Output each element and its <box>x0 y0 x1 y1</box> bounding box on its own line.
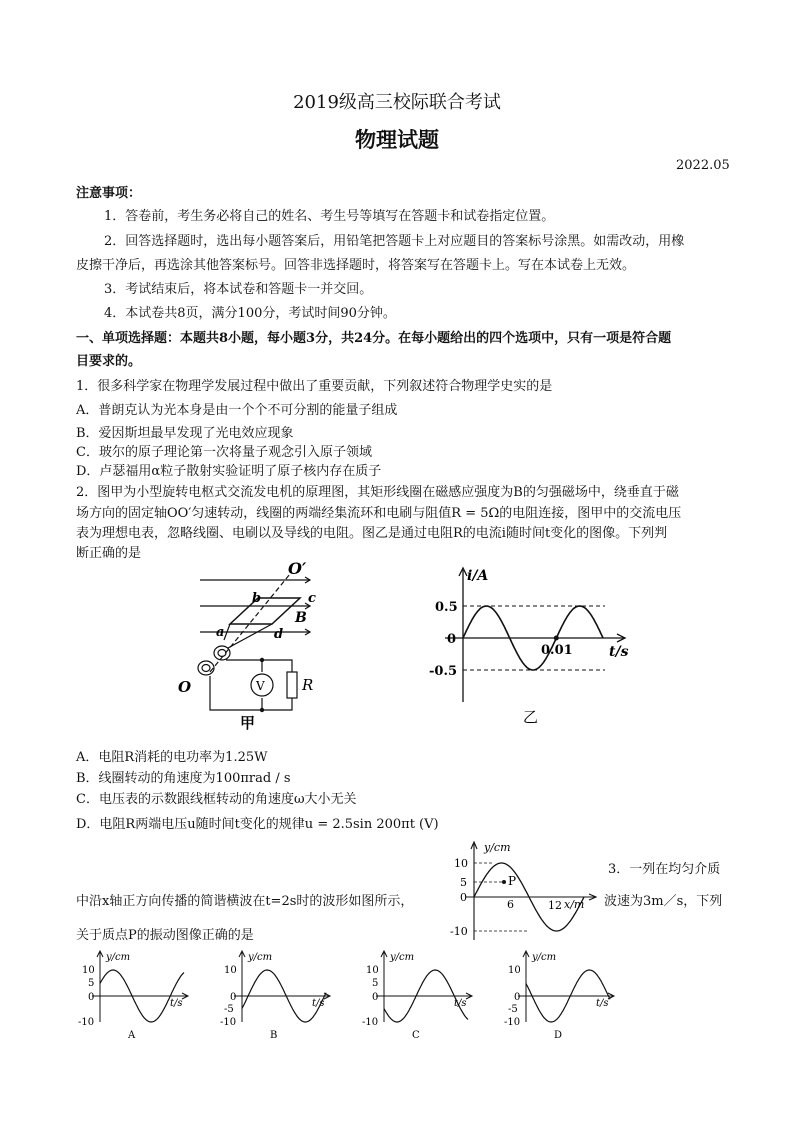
q3-number: 3．一列在均匀介质 <box>608 862 721 877</box>
resistor <box>287 672 297 698</box>
notice-item-1: 1．答卷前，考生务必将自己的姓名、考生号等填写在答题卡和试卷指定位置。 <box>104 209 555 224</box>
point-p <box>502 880 506 884</box>
wave-tick-neg10: -10 <box>450 925 468 938</box>
choice-c-label: C <box>412 1030 420 1041</box>
choice-d-ytick: 10 <box>508 965 521 976</box>
generator-diagram <box>170 560 320 730</box>
choice-a-ytick: -10 <box>78 1017 95 1028</box>
notice-item-3: 3．考试结束后，将本试卷和答题卡一并交回。 <box>104 282 373 297</box>
subject-title: 物理试题 <box>355 127 439 152</box>
label-d: d <box>274 627 284 642</box>
coil-lead <box>228 624 272 648</box>
coil <box>230 598 300 624</box>
choice-d-label: D <box>554 1030 563 1041</box>
choice-b-ytick: -5 <box>224 1004 234 1015</box>
choice-c-ylabel: y/cm <box>390 952 415 963</box>
choice-a-ytick: 0 <box>88 992 95 1003</box>
q3-choices <box>70 948 750 1044</box>
section1-heading: 一、单项选择题：本题共8小题，每小题3分，共24分。在每小题给出的四个选项中，只有一项是符合题 <box>76 331 672 346</box>
choice-c-ytick: 10 <box>366 965 379 976</box>
q2-stem-4: 断正确的是 <box>76 546 142 561</box>
wave-tick-6: 6 <box>507 898 514 911</box>
q2-option-c: C．电压表的示数跟线框转动的角速度ω大小无关 <box>76 792 357 807</box>
rotation-axis <box>210 574 290 672</box>
slip-ring-inner <box>202 665 210 672</box>
label-c: c <box>308 591 316 606</box>
choice-graph-a <box>78 951 188 1041</box>
choice-b-xlabel: t/s <box>312 998 325 1009</box>
zero-crossing-point <box>554 636 559 641</box>
label-r: R <box>302 676 314 694</box>
choice-a-ylabel: y/cm <box>106 952 131 963</box>
y-tick-zero: 0 <box>447 632 457 647</box>
choice-graph-b <box>220 951 330 1041</box>
q1-option-c: C．玻尔的原子理论第一次将量子观念引入原子领域 <box>76 445 372 460</box>
q2-option-b: B．线圈转动的角速度为100πrad / s <box>76 771 291 786</box>
y-tick-min: -0.5 <box>429 664 458 679</box>
x-axis-label: t/s <box>609 644 629 660</box>
wave-tick-0: 0 <box>460 891 467 904</box>
choice-b-ytick: -10 <box>220 1017 237 1028</box>
choice-d-ytick: -10 <box>504 1017 521 1028</box>
choice-b-ytick: 10 <box>224 965 237 976</box>
y-axis-label: i/A <box>467 568 489 584</box>
q1-option-d: D．卢瑟福用α粒子散射实验证明了原子核内存在质子 <box>76 464 382 479</box>
caption-yi: 乙 <box>523 708 539 726</box>
label-b: b <box>252 591 262 606</box>
q3-stem-left: 中沿x轴正方向传播的简谐横波在t=2s时的波形如图所示， <box>76 894 414 909</box>
caption-jia: 甲 <box>240 714 256 730</box>
x-tick-0.01: 0.01 <box>541 643 573 658</box>
choice-b-ylabel: y/cm <box>248 952 273 963</box>
q1-option-a: A．普朗克认为光本身是由一个个不可分割的能量子组成 <box>76 403 398 418</box>
slip-ring <box>198 661 214 675</box>
choice-graph-d <box>504 951 614 1041</box>
label-a: a <box>216 625 225 640</box>
exam-date: 2022.05 <box>676 158 730 173</box>
label-v: V <box>256 679 265 693</box>
label-o-prime: O′ <box>288 560 307 578</box>
q2-option-a: A．电阻R消耗的电功率为1.25W <box>76 750 268 765</box>
q2-option-d: D．电阻R两端电压u随时间t变化的规律u = 2.5sin 200πt (V) <box>76 817 439 832</box>
wave-figure <box>440 838 600 946</box>
choice-b-label: B <box>270 1030 278 1041</box>
label-o: O <box>178 678 192 696</box>
choice-graph-c <box>362 951 472 1041</box>
label-field-b: B <box>295 610 307 626</box>
choice-a-ytick: 10 <box>82 965 95 976</box>
q1-stem: 1．很多科学家在物理学发展过程中做出了重要贡献，下列叙述符合物理学史实的是 <box>76 379 553 394</box>
choice-d-ylabel: y/cm <box>532 952 557 963</box>
choice-a-xlabel: t/s <box>170 998 183 1009</box>
q3-stem-right: 波速为3m／s，下列 <box>604 894 723 909</box>
exam-title: 2019级高三校际联合考试 <box>293 92 501 113</box>
choice-b-ytick: 0 <box>230 992 237 1003</box>
wave-y-label: y/cm <box>484 841 511 854</box>
notice-heading: 注意事项： <box>76 186 142 201</box>
notice-item-2-cont: 皮擦干净后，再选涂其他答案标号。回答非选择题时，将答案写在答题卡上。写在本试卷上无效。 <box>76 258 636 273</box>
choice-d-ytick: 0 <box>514 992 521 1003</box>
choice-c-ytick: 0 <box>372 992 379 1003</box>
y-tick-max: 0.5 <box>435 600 458 615</box>
notice-item-4: 4．本试卷共8页，满分100分，考试时间90分钟。 <box>104 306 396 321</box>
q2-stem-3: 表为理想电表，忽略线圈、电刷以及导线的电阻。图乙是通过电阻R的电流i随时间t变化的图像。下列判 <box>76 526 668 541</box>
choice-d-ytick: -5 <box>508 1004 518 1015</box>
choice-a-label: A <box>128 1030 136 1041</box>
wave-x-label: x/m <box>564 898 585 911</box>
q2-stem-2: 场方向的固定轴OO′匀速转动，线圈的两端经集流环和电刷与阻值R = 5Ω的电阻连接，图甲中的交流电压 <box>76 506 682 521</box>
q1-option-b: B．爱因斯坦最早发现了光电效应现象 <box>76 426 294 441</box>
q3-stem-line3: 关于质点P的振动图像正确的是 <box>76 928 254 943</box>
notice-item-2: 2．回答选择题时，选出每小题答案后，用铅笔把答题卡上对应题目的答案标号涂黑。如需改动，用橡 <box>104 234 685 249</box>
choice-c-xlabel: t/s <box>454 998 467 1009</box>
wave-label-p: P <box>508 874 517 888</box>
choice-a-ytick: 5 <box>88 978 95 989</box>
choice-d-xlabel: t/s <box>596 998 609 1009</box>
q2-stem-1: 2．图甲为小型旋转电枢式交流发电机的原理图，其矩形线圈在磁感应强度为B的匀强磁场中，绕垂直于磁 <box>76 485 679 500</box>
wave-tick-5: 5 <box>460 876 467 889</box>
choice-c-ytick: -10 <box>362 1017 379 1028</box>
wave-tick-12: 12 <box>548 899 562 912</box>
wave-tick-10: 10 <box>454 857 468 870</box>
section1-heading-cont: 目要求的。 <box>76 354 142 369</box>
current-time-chart <box>415 562 635 732</box>
choice-c-ytick: 5 <box>372 978 379 989</box>
